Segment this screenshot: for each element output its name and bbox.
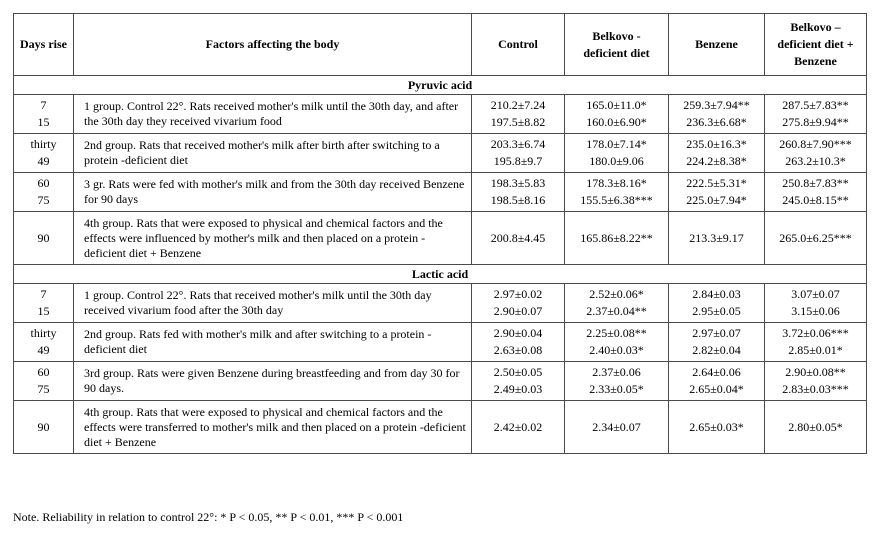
- control-value: 2.63±0.08: [493, 343, 543, 357]
- control-cell: [472, 95, 565, 134]
- combo-value: 2.80±0.05*: [788, 419, 843, 434]
- combo-value: 2.83±0.03***: [782, 382, 849, 396]
- header-combo: Belkovo – deficient diet + Benzene: [765, 14, 867, 76]
- table-header: [14, 14, 867, 76]
- control-value: 195.8±9.7: [493, 154, 543, 168]
- belkovo-value: 2.37±0.06: [592, 365, 641, 379]
- belkovo-value: 2.25±0.08**: [586, 326, 647, 340]
- factor-cell: 3rd group. Rats were given Benzene during breastfeeding and from day 30 for 90 days.: [74, 362, 472, 401]
- days-value: 15: [37, 304, 50, 318]
- combo-value: 250.8±7.83**: [782, 176, 849, 190]
- benzene-cell: [669, 401, 765, 454]
- combo-value: 2.85±0.01*: [788, 343, 843, 357]
- days-value: 49: [37, 343, 50, 357]
- control-cell: [472, 134, 565, 173]
- benzene-value: 2.64±0.06: [692, 365, 741, 379]
- belkovo-cell: [565, 95, 669, 134]
- belkovo-cell: [565, 173, 669, 212]
- control-value: 2.97±0.02: [493, 287, 543, 301]
- benzene-value: 225.0±7.94*: [686, 193, 747, 207]
- belkovo-cell: [565, 401, 669, 454]
- section-row: [14, 265, 867, 284]
- header-benzene: Benzene: [669, 14, 765, 76]
- results-table: [13, 13, 867, 454]
- combo-value: 263.2±10.3*: [785, 154, 846, 168]
- combo-value: 287.5±7.83**: [782, 98, 849, 112]
- days-cell: [14, 134, 74, 173]
- benzene-value: 2.82±0.04: [692, 343, 741, 357]
- control-value: 203.3±6.74: [490, 137, 546, 151]
- belkovo-value: 2.37±0.04**: [586, 304, 647, 318]
- section-title: Lactic acid: [14, 265, 867, 284]
- combo-cell: [765, 362, 867, 401]
- benzene-value: 222.5±5.31*: [686, 176, 747, 190]
- combo-value: 260.8±7.90***: [779, 137, 852, 151]
- table-row: [14, 323, 867, 362]
- factor-cell: 4th group. Rats that were exposed to physical and chemical factors and the effects were influenced by mother's milk and then placed on a protein -deficient diet + Benzene: [74, 212, 472, 265]
- belkovo-cell: [565, 323, 669, 362]
- header-belkovo: Belkovo - deficient diet: [565, 14, 669, 76]
- table-row: [14, 212, 867, 265]
- table-row: [14, 362, 867, 401]
- control-cell: [472, 212, 565, 265]
- benzene-value: 2.97±0.07: [692, 326, 741, 340]
- control-value: 2.49±0.03: [493, 382, 543, 396]
- factor-cell: 4th group. Rats that were exposed to physical and chemical factors and the effects were transferred to mother's milk and then placed on a protein -deficient diet + Benzene: [74, 401, 472, 454]
- days-cell: [14, 95, 74, 134]
- belkovo-cell: [565, 284, 669, 323]
- factor-cell: 2nd group. Rats that received mother's milk after birth after switching to a protein -deficient diet: [74, 134, 472, 173]
- factor-cell: 1 group. Control 22°. Rats received mother's milk until the 30th day, and after the 30th day they received vivarium food: [74, 95, 472, 134]
- days-cell: [14, 323, 74, 362]
- benzene-cell: [669, 134, 765, 173]
- control-value: 2.42±0.02: [493, 419, 543, 434]
- days-value: 60: [37, 365, 50, 379]
- benzene-value: 2.65±0.04*: [689, 382, 744, 396]
- combo-cell: [765, 173, 867, 212]
- combo-value: 3.07±0.07: [791, 287, 840, 301]
- combo-cell: [765, 401, 867, 454]
- benzene-value: 236.3±6.68*: [686, 115, 747, 129]
- control-cell: [472, 362, 565, 401]
- table-body: [14, 76, 867, 454]
- control-cell: [472, 284, 565, 323]
- control-cell: [472, 401, 565, 454]
- belkovo-value: 155.5±6.38***: [580, 193, 653, 207]
- header-factors: Factors affecting the body: [74, 14, 472, 76]
- benzene-value: 235.0±16.3*: [686, 137, 747, 151]
- belkovo-value: 2.40±0.03*: [589, 343, 644, 357]
- days-value: 7: [40, 98, 47, 112]
- belkovo-cell: [565, 362, 669, 401]
- days-value: 49: [37, 154, 50, 168]
- header-days: Days rise: [14, 14, 74, 76]
- belkovo-cell: [565, 134, 669, 173]
- days-value: 60: [37, 176, 50, 190]
- combo-value: 3.72±0.06***: [782, 326, 849, 340]
- days-value: thirty: [30, 326, 57, 340]
- days-value: 7: [40, 287, 47, 301]
- days-cell: [14, 284, 74, 323]
- section-title: Pyruvic acid: [14, 76, 867, 95]
- table-row: [14, 134, 867, 173]
- belkovo-value: 165.0±11.0*: [586, 98, 647, 112]
- benzene-cell: [669, 323, 765, 362]
- benzene-value: 2.84±0.03: [692, 287, 741, 301]
- combo-cell: [765, 134, 867, 173]
- control-value: 2.50±0.05: [493, 365, 543, 379]
- table-row: [14, 284, 867, 323]
- days-value: thirty: [30, 137, 57, 151]
- benzene-value: 259.3±7.94**: [683, 98, 750, 112]
- table-row: [14, 173, 867, 212]
- belkovo-value: 2.52±0.06*: [589, 287, 644, 301]
- benzene-cell: [669, 173, 765, 212]
- combo-value: 275.8±9.94**: [782, 115, 849, 129]
- combo-cell: [765, 212, 867, 265]
- factor-cell: 3 gr. Rats were fed with mother's milk and from the 30th day received Benzene for 90 days: [74, 173, 472, 212]
- belkovo-value: 2.33±0.05*: [589, 382, 644, 396]
- benzene-cell: [669, 212, 765, 265]
- factor-cell: 2nd group. Rats fed with mother's milk and after switching to a protein -deficient diet: [74, 323, 472, 362]
- days-value: 75: [37, 382, 50, 396]
- benzene-value: 213.3±9.17: [689, 230, 744, 245]
- days-cell: [14, 173, 74, 212]
- combo-cell: [765, 323, 867, 362]
- factor-cell: 1 group. Control 22°. Rats that received mother's milk until the 30th day received vivarium food after the 30th day: [74, 284, 472, 323]
- control-cell: [472, 173, 565, 212]
- belkovo-value: 178.3±8.16*: [586, 176, 647, 190]
- combo-value: 245.0±8.15**: [782, 193, 849, 207]
- footnote: Note. Reliability in relation to control 22°: * P < 0.05, ** P < 0.01, *** P < 0.001: [13, 510, 404, 524]
- belkovo-value: 2.34±0.07: [592, 419, 641, 434]
- benzene-cell: [669, 362, 765, 401]
- benzene-value: 2.95±0.05: [692, 304, 741, 318]
- table-row: [14, 95, 867, 134]
- control-value: 198.3±5.83: [490, 176, 546, 190]
- control-value: 197.5±8.82: [490, 115, 546, 129]
- belkovo-value: 165.86±8.22**: [580, 230, 653, 245]
- control-value: 2.90±0.04: [493, 326, 543, 340]
- benzene-value: 2.65±0.03*: [689, 419, 744, 434]
- combo-cell: [765, 95, 867, 134]
- combo-value: 3.15±0.06: [791, 304, 840, 318]
- combo-value: 2.90±0.08**: [785, 365, 846, 379]
- belkovo-value: 160.0±6.90*: [586, 115, 647, 129]
- days-value: 75: [37, 193, 50, 207]
- control-value: 200.8±4.45: [490, 230, 546, 245]
- days-cell: [14, 401, 74, 454]
- control-cell: [472, 323, 565, 362]
- combo-cell: [765, 284, 867, 323]
- section-row: [14, 76, 867, 95]
- control-value: 210.2±7.24: [490, 98, 546, 112]
- days-cell: [14, 362, 74, 401]
- control-value: 198.5±8.16: [490, 193, 546, 207]
- days-value: 15: [37, 115, 50, 129]
- days-cell: [14, 212, 74, 265]
- benzene-cell: [669, 284, 765, 323]
- belkovo-value: 180.0±9.06: [589, 154, 644, 168]
- days-value: 90: [37, 230, 50, 245]
- benzene-value: 224.2±8.38*: [686, 154, 747, 168]
- header-control: Control: [472, 14, 565, 76]
- table-row: [14, 401, 867, 454]
- belkovo-value: 178.0±7.14*: [586, 137, 647, 151]
- control-value: 2.90±0.07: [493, 304, 543, 318]
- belkovo-cell: [565, 212, 669, 265]
- combo-value: 265.0±6.25***: [779, 230, 852, 245]
- benzene-cell: [669, 95, 765, 134]
- days-value: 90: [37, 419, 50, 434]
